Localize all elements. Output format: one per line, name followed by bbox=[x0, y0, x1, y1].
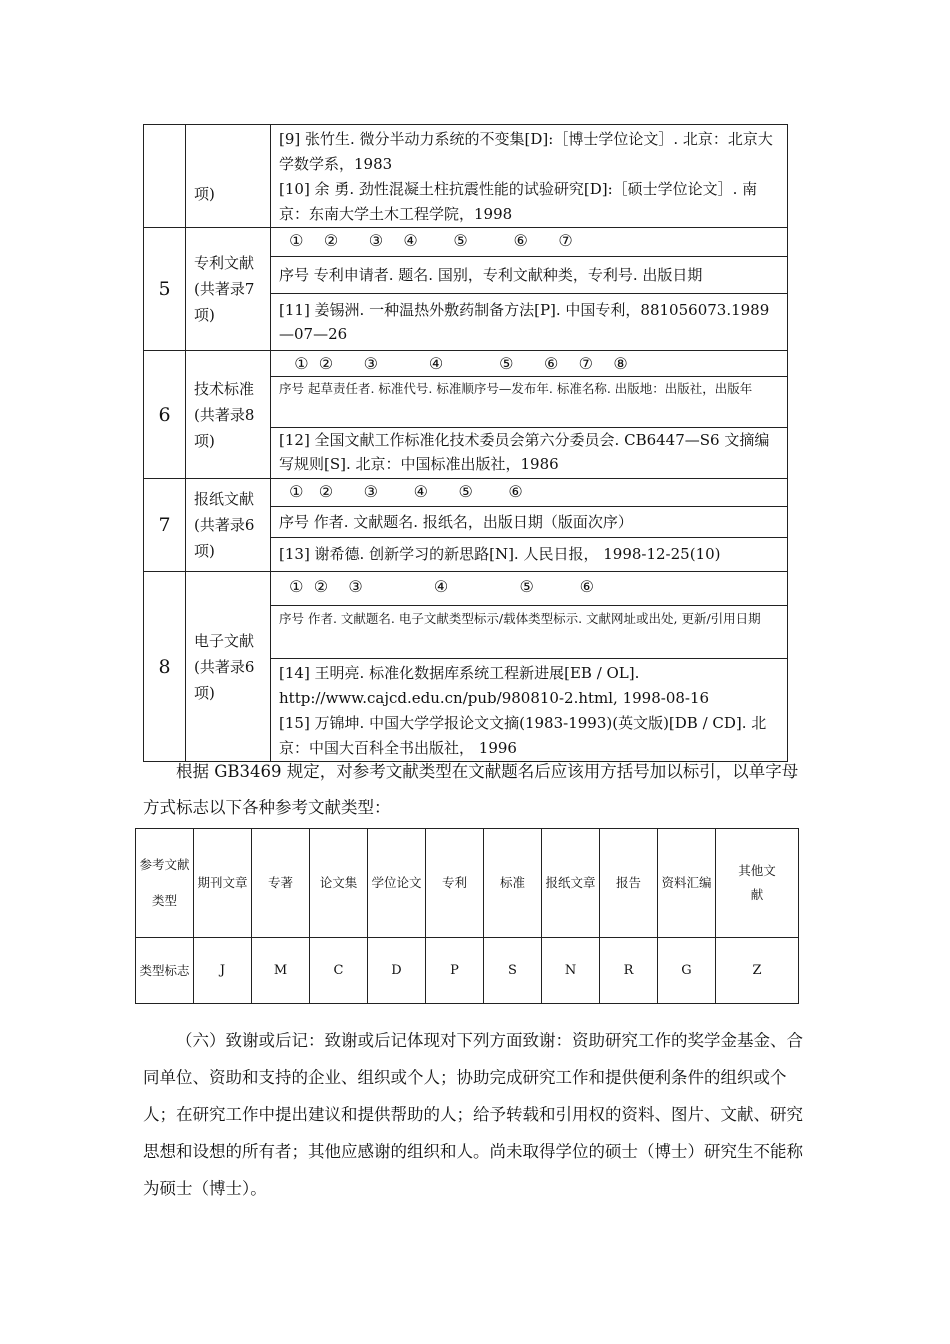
type-code: C bbox=[310, 938, 368, 1004]
field-markers: ① ② ③ ④ ⑤ ⑥ bbox=[279, 482, 523, 501]
row-number: 6 bbox=[144, 351, 186, 479]
format-cell bbox=[271, 572, 788, 762]
field-markers: ① ② ③ ④ ⑤ ⑥ bbox=[279, 577, 594, 596]
example-entry: [15] 万锦坤. 中国大学学报论文文摘(1983-1993)(英文版)[DB / CD]. 北京：中国大百科全书出版社， 1996 bbox=[279, 714, 767, 757]
table-row bbox=[144, 479, 788, 572]
field-markers: ① ② ③ ④ ⑤ ⑥ ⑦ bbox=[279, 231, 573, 250]
format-template: 序号 起草责任者. 标准代号. 标准顺序号—发布年. 标准名称. 出版地：出版社，出版年 bbox=[271, 376, 787, 427]
header-label: 参考文献类型 bbox=[136, 829, 194, 938]
type-code: R bbox=[600, 938, 658, 1004]
table-row bbox=[144, 351, 788, 479]
format-cell bbox=[271, 125, 788, 228]
type-name: 专著 bbox=[252, 829, 310, 938]
format-template: 序号 专利申请者. 题名. 国别，专利文献种类，专利号. 出版日期 bbox=[271, 256, 787, 293]
example-entry: [12] 全国文献工作标准化技术委员会第六分委员会. CB6447—S6 文摘编写规则[S]. 北京：中国标准出版社，1986 bbox=[271, 427, 787, 478]
type-name: 报纸文章 bbox=[542, 829, 600, 938]
field-markers: ① ② ③ ④ ⑤ ⑥ ⑦ ⑧ bbox=[279, 354, 628, 373]
row-number: 5 bbox=[144, 228, 186, 351]
type-name-row bbox=[136, 829, 799, 938]
example-entry: [10] 余 勇. 劲性混凝土柱抗震性能的试验研究[D]:［硕士学位论文］. 南京：东南大学土木工程学院，1998 bbox=[279, 179, 758, 223]
type-name: 资料汇编 bbox=[658, 829, 716, 938]
format-cell bbox=[271, 479, 788, 572]
type-name: 期刊文章 bbox=[194, 829, 252, 938]
format-cell bbox=[271, 228, 788, 351]
type-name: 专利 bbox=[426, 829, 484, 938]
example-entry: [14] 王明亮. 标准化数据库系统工程新进展[EB / OL]. http://www.cajcd.edu.cn/pub/980810-2.html, 1998-08-16 bbox=[271, 658, 787, 711]
reference-type-code-table bbox=[135, 828, 799, 1004]
acknowledgement-paragraph: （六）致谢或后记：致谢或后记体现对下列方面致谢：资助研究工作的奖学金基金、合同单位、资助和支持的企业、组织或个人；协助完成研究工作和提供便利条件的组织或个人；在研究工作中提出建议和提供帮助的人；给予转载和引用权的资料、图片、文献、研究思想和设想的所有者；其他应感谢的组织和人。尚未取得学位的硕士（博士）研究生不能称为硕士（博士）。 bbox=[143, 1031, 803, 1198]
doc-type-label: 技术标准(共著录8项) bbox=[186, 351, 271, 479]
type-name: 其他文献 bbox=[716, 829, 799, 938]
type-name: 论文集 bbox=[310, 829, 368, 938]
table-row bbox=[144, 572, 788, 762]
type-code: M bbox=[252, 938, 310, 1004]
doc-type-label: 专利文献(共著录7项) bbox=[186, 228, 271, 351]
type-name: 学位论文 bbox=[368, 829, 426, 938]
code-label: 类型标志 bbox=[136, 938, 194, 1004]
type-code: Z bbox=[716, 938, 799, 1004]
doc-type-label: 项) bbox=[186, 125, 271, 228]
table-row bbox=[144, 228, 788, 351]
example-entry: [11] 姜锡洲. 一种温热外敷药制备方法[P]. 中国专利，881056073.1989—07—26 bbox=[271, 293, 787, 350]
type-code: S bbox=[484, 938, 542, 1004]
gb3469-intro-paragraph: 根据 GB3469 规定，对参考文献类型在文献题名后应该用方括号加以标引，以单字母方式标志以下各种参考文献类型： bbox=[143, 762, 799, 817]
type-code: D bbox=[368, 938, 426, 1004]
row-number: 8 bbox=[144, 572, 186, 762]
table-row bbox=[144, 125, 788, 228]
doc-type-label: 电子文献(共著录6项) bbox=[186, 572, 271, 762]
example-entry: [9] 张竹生. 微分半动力系统的不变集[D]:［博士学位论文］. 北京：北京大学数学系，1983 bbox=[279, 129, 773, 173]
type-name: 报告 bbox=[600, 829, 658, 938]
doc-type-label: 报纸文献(共著录6项) bbox=[186, 479, 271, 572]
type-code: P bbox=[426, 938, 484, 1004]
type-name: 标准 bbox=[484, 829, 542, 938]
format-template: 序号 作者. 文献题名. 电子文献类型标示/载体类型标示. 文献网址或出处, 更新/引用日期 bbox=[271, 605, 787, 658]
type-code: G bbox=[658, 938, 716, 1004]
format-cell bbox=[271, 351, 788, 479]
row-number: 7 bbox=[144, 479, 186, 572]
type-code: J bbox=[194, 938, 252, 1004]
format-template: 序号 作者. 文献题名. 报纸名，出版日期（版面次序） bbox=[271, 506, 787, 537]
example-entry: [13] 谢希德. 创新学习的新思路[N]. 人民日报， 1998-12-25(10) bbox=[271, 537, 787, 571]
type-code: N bbox=[542, 938, 600, 1004]
reference-format-table bbox=[143, 124, 788, 762]
type-code-row bbox=[136, 938, 799, 1004]
row-number bbox=[144, 125, 186, 228]
